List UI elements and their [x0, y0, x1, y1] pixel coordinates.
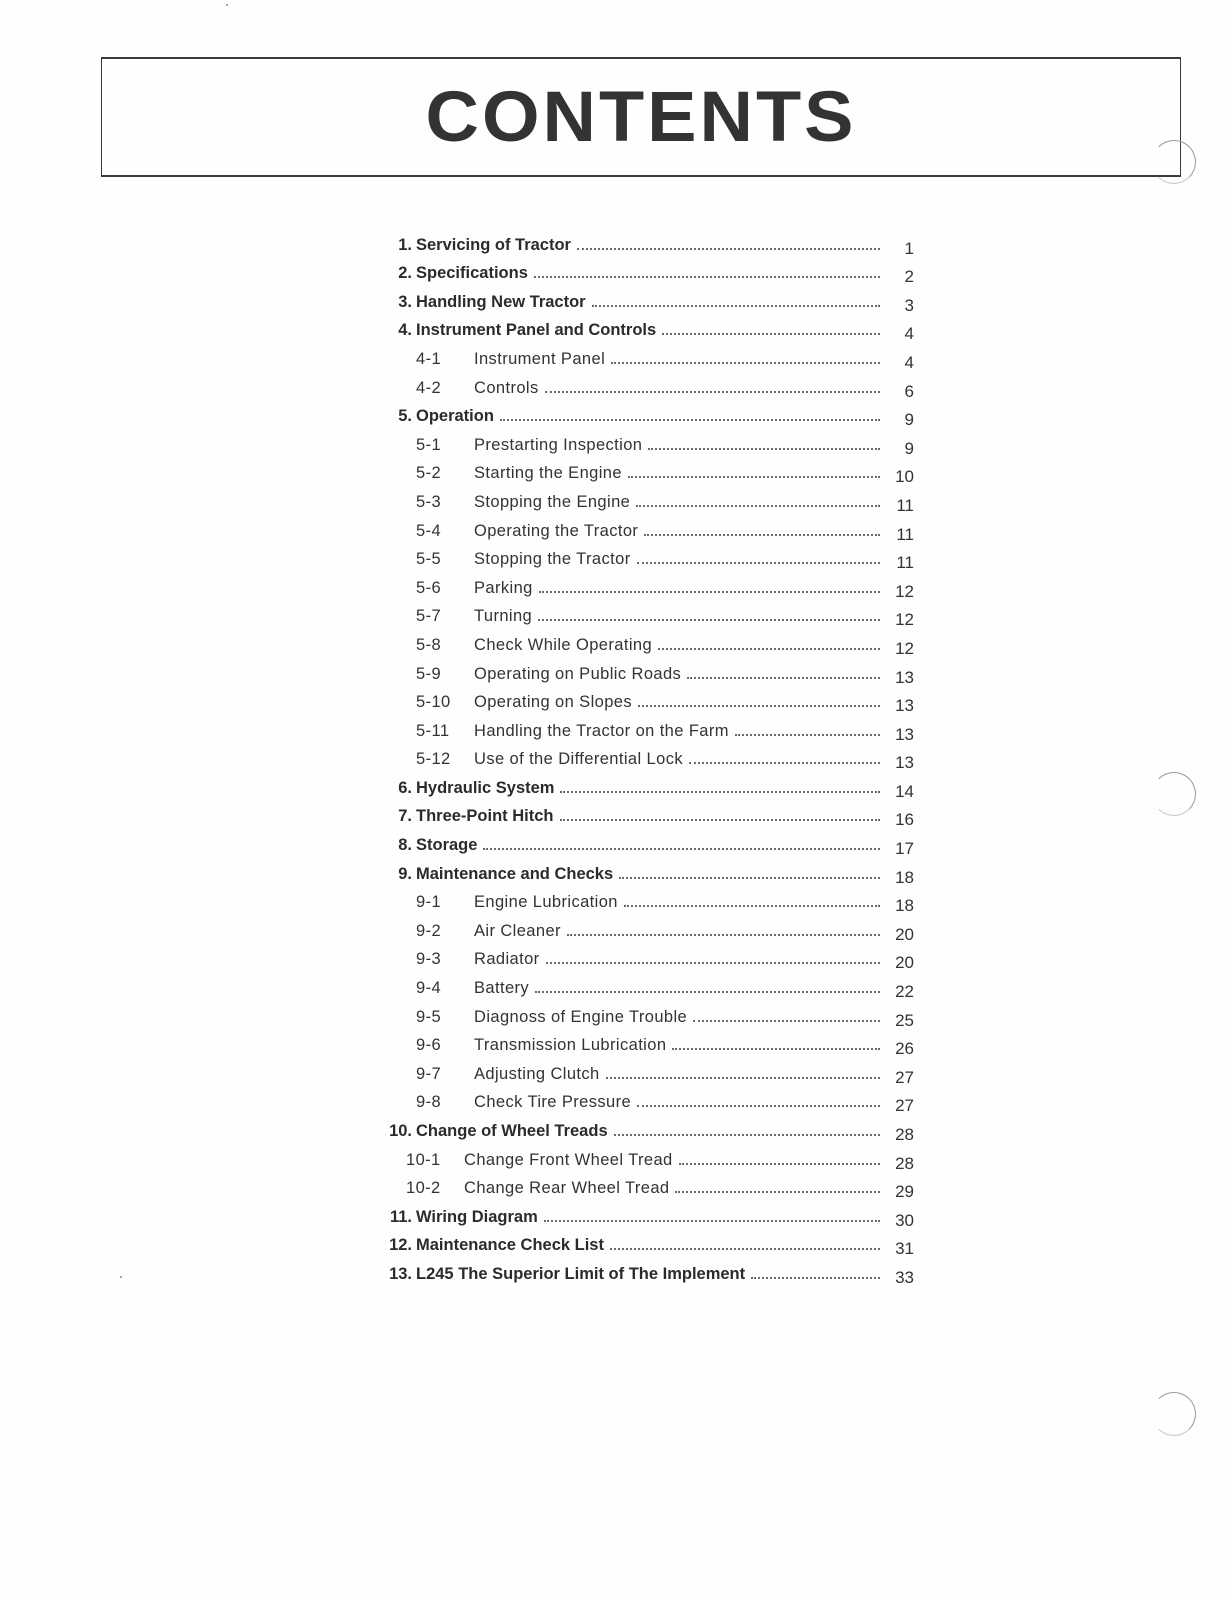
toc-entry-number: 8. — [398, 836, 412, 855]
toc-entry-title: Handling New Tractor — [416, 292, 586, 311]
toc-subsection-entry[interactable] — [380, 945, 920, 974]
toc-page-number: 16 — [895, 810, 914, 830]
toc-subsection-entry[interactable] — [380, 1174, 920, 1203]
toc-entry-number: 10-2 — [406, 1179, 441, 1198]
toc-entry-title: Three-Point Hitch — [416, 807, 554, 826]
toc-entry-title: Operating on Public Roads — [474, 664, 682, 683]
toc-entry-number: 5-9 — [416, 664, 442, 683]
toc-entry-number: 13. — [389, 1264, 412, 1283]
binder-hole-bottom — [1152, 1392, 1196, 1436]
dot-leader — [689, 761, 880, 764]
toc-entry-number: 11. — [389, 1207, 412, 1226]
toc-entry-title: Operating on Slopes — [474, 693, 633, 712]
toc-entry-title: Radiator — [474, 950, 540, 969]
toc-section-entry[interactable] — [380, 230, 920, 259]
toc-entry-number: 9-2 — [416, 921, 442, 940]
toc-subsection-entry[interactable] — [380, 373, 920, 402]
dot-leader — [679, 1162, 880, 1165]
toc-entry-number: 7. — [398, 807, 412, 826]
toc-page-number: 18 — [895, 867, 914, 887]
toc-section-entry[interactable] — [380, 1202, 920, 1231]
toc-entry-number: 1. — [398, 235, 412, 254]
binder-hole-middle — [1152, 772, 1196, 816]
toc-page-number: 25 — [895, 1010, 914, 1030]
toc-entry-number: 5-5 — [416, 550, 442, 569]
scan-speck — [120, 1276, 122, 1278]
toc-entry-title: Use of the Differential Lock — [474, 750, 683, 769]
dot-leader — [610, 1247, 880, 1250]
dot-leader — [500, 418, 880, 421]
toc-entry-title: Operation — [416, 407, 494, 426]
toc-entry-number: 9-5 — [416, 1007, 442, 1026]
dot-leader — [535, 990, 880, 993]
toc-entry-number: 4-2 — [416, 378, 442, 397]
toc-subsection-entry[interactable] — [380, 602, 920, 631]
toc-entry-title: Change Front Wheel Tread — [464, 1150, 673, 1169]
toc-page-number: 29 — [895, 1182, 914, 1202]
toc-page-number: 13 — [895, 667, 914, 687]
toc-entry-number: 10. — [389, 1122, 412, 1140]
table-of-contents — [380, 230, 920, 1288]
toc-entry-title: Instrument Panel — [474, 349, 606, 368]
toc-section-entry[interactable] — [380, 802, 920, 831]
toc-subsection-entry[interactable] — [380, 973, 920, 1002]
toc-entry-title: Maintenance Check List — [416, 1236, 604, 1255]
toc-entry-number: 5-8 — [416, 635, 442, 654]
toc-section-entry[interactable] — [380, 859, 920, 888]
toc-page-number: 12 — [895, 581, 914, 601]
toc-subsection-entry[interactable] — [380, 430, 920, 459]
dot-leader — [637, 561, 880, 564]
toc-page-number: 13 — [895, 724, 914, 744]
toc-section-entry[interactable] — [380, 402, 920, 431]
toc-page-number: 27 — [895, 1067, 914, 1087]
toc-page-number: 9 — [904, 438, 914, 458]
dot-leader — [672, 1047, 880, 1050]
toc-page-number: 22 — [895, 982, 914, 1002]
toc-entry-number: 9-8 — [416, 1093, 442, 1112]
dot-leader — [675, 1190, 880, 1193]
toc-section-entry[interactable] — [380, 773, 920, 802]
toc-entry-number: 5-3 — [416, 492, 442, 511]
toc-entry-number: 9-7 — [416, 1064, 442, 1083]
toc-page-number: 9 — [904, 410, 914, 430]
toc-entry-title: Change of Wheel Treads — [416, 1122, 608, 1140]
toc-page-number: 4 — [904, 352, 914, 372]
toc-subsection-entry[interactable] — [380, 1031, 920, 1060]
toc-subsection-entry[interactable] — [380, 545, 920, 574]
dot-leader — [637, 1104, 880, 1107]
toc-entry-title: Parking — [474, 578, 533, 597]
toc-subsection-entry[interactable] — [380, 344, 920, 373]
toc-subsection-entry[interactable] — [380, 573, 920, 602]
toc-entry-title: Adjusting Clutch — [474, 1064, 600, 1083]
toc-entry-title: Hydraulic System — [416, 778, 555, 797]
toc-entry-number: 4-1 — [416, 349, 442, 368]
dot-leader — [636, 504, 880, 507]
toc-entry-number: 5-6 — [416, 578, 442, 597]
toc-page-number: 11 — [896, 495, 914, 515]
dot-leader — [687, 676, 880, 679]
toc-entry-number: 5-1 — [416, 435, 442, 454]
toc-page-number: 30 — [895, 1210, 914, 1230]
toc-entry-title: Instrument Panel and Controls — [416, 321, 657, 340]
dot-leader — [544, 1219, 880, 1222]
toc-entry-number: 5-4 — [416, 521, 442, 540]
toc-subsection-entry[interactable] — [380, 1002, 920, 1031]
dot-leader — [560, 790, 880, 793]
toc-entry-title: Controls — [474, 378, 539, 397]
toc-entry-title: Storage — [416, 836, 478, 855]
toc-subsection-entry[interactable] — [380, 888, 920, 917]
toc-entry-title: Battery — [474, 979, 530, 998]
toc-subsection-entry[interactable] — [380, 459, 920, 488]
toc-page-number: 11 — [896, 524, 914, 544]
toc-page-number: 28 — [895, 1125, 914, 1144]
dot-leader — [567, 933, 880, 936]
dot-leader — [538, 618, 880, 621]
toc-entry-title: Stopping the Tractor — [474, 550, 631, 569]
toc-page-number: 14 — [895, 781, 914, 801]
dot-leader — [638, 704, 880, 707]
dot-leader — [534, 275, 880, 278]
dot-leader — [611, 361, 880, 364]
toc-page-number: 13 — [895, 696, 914, 716]
toc-page-number: 33 — [895, 1267, 914, 1287]
toc-entry-title: Check Tire Pressure — [474, 1093, 632, 1112]
toc-subsection-entry[interactable] — [380, 487, 920, 516]
dot-leader — [662, 332, 880, 335]
dot-leader — [539, 590, 880, 593]
toc-entry-title: Handling the Tractor on the Farm — [474, 721, 729, 740]
dot-leader — [644, 533, 880, 536]
toc-entry-number: 5-2 — [416, 464, 442, 483]
dot-leader — [624, 904, 880, 907]
toc-entry-number: 9. — [398, 864, 412, 883]
toc-page-number: 13 — [895, 753, 914, 773]
dot-leader — [560, 818, 880, 821]
toc-entry-number: 5-12 — [416, 750, 451, 769]
toc-section-entry[interactable] — [380, 830, 920, 859]
toc-entry-title: Prestarting Inspection — [474, 435, 643, 454]
dot-leader — [619, 876, 880, 879]
toc-page-number: 18 — [895, 896, 914, 916]
toc-section-entry[interactable] — [380, 1231, 920, 1260]
toc-page-number: 17 — [895, 839, 914, 859]
toc-entry-number: 9-1 — [416, 893, 442, 912]
dot-leader — [628, 475, 880, 478]
toc-subsection-entry[interactable] — [380, 516, 920, 545]
scan-speck — [226, 4, 228, 6]
toc-entry-number: 5-10 — [416, 693, 451, 712]
toc-page-number: 26 — [895, 1039, 914, 1059]
toc-entry-number: 5-11 — [416, 721, 450, 740]
toc-section-entry[interactable] — [380, 287, 920, 316]
toc-entry-title: Check While Operating — [474, 635, 653, 654]
toc-page-number: 4 — [904, 324, 914, 344]
toc-entry-title: Maintenance and Checks — [416, 864, 614, 883]
title-box — [101, 57, 1181, 177]
dot-leader — [658, 647, 880, 650]
toc-page-number: 12 — [895, 610, 914, 630]
dot-leader — [648, 447, 880, 450]
dot-leader — [735, 733, 880, 736]
toc-section-entry[interactable] — [380, 259, 920, 288]
toc-subsection-entry[interactable] — [380, 716, 920, 745]
toc-page-number: 6 — [904, 381, 914, 401]
toc-page-number: 20 — [895, 924, 914, 944]
dot-leader — [693, 1019, 880, 1022]
toc-entry-number: 10-1 — [406, 1150, 441, 1169]
dot-leader — [606, 1076, 880, 1079]
dot-leader — [614, 1133, 880, 1136]
dot-leader — [546, 961, 880, 964]
toc-entry-number: 2. — [398, 264, 412, 283]
toc-entry-number: 9-3 — [416, 950, 442, 969]
toc-entry-number: 5-7 — [416, 607, 442, 626]
toc-subsection-entry[interactable] — [380, 688, 920, 717]
toc-entry-number: 9-4 — [416, 979, 442, 998]
toc-page-number: 28 — [895, 1153, 914, 1173]
toc-page-number: 3 — [904, 295, 914, 315]
toc-entry-title: L245 The Superior Limit of The Implement — [416, 1264, 746, 1283]
toc-entry-number: 12. — [389, 1236, 412, 1255]
toc-page-number: 12 — [895, 638, 914, 658]
toc-subsection-entry[interactable] — [380, 1059, 920, 1088]
toc-subsection-entry[interactable] — [380, 630, 920, 659]
dot-leader — [545, 390, 880, 393]
toc-subsection-entry[interactable] — [380, 659, 920, 688]
toc-entry-title: Operating the Tractor — [474, 521, 639, 540]
toc-page-number: 27 — [895, 1096, 914, 1116]
toc-section-entry[interactable] — [380, 1116, 920, 1145]
dot-leader — [751, 1276, 880, 1279]
page-title: CONTENTS — [425, 76, 857, 157]
toc-entry-title: Wiring Diagram — [416, 1207, 538, 1226]
toc-entry-title: Stopping the Engine — [474, 492, 631, 511]
toc-subsection-entry[interactable] — [380, 745, 920, 774]
toc-entry-number: 4. — [398, 321, 412, 340]
toc-entry-title: Starting the Engine — [474, 464, 622, 483]
toc-entry-title: Transmission Lubrication — [474, 1036, 667, 1055]
toc-entry-title: Specifications — [416, 264, 528, 283]
toc-entry-title: Turning — [474, 607, 533, 626]
toc-section-entry[interactable] — [380, 1259, 920, 1288]
toc-entry-title: Air Cleaner — [474, 921, 561, 940]
toc-subsection-entry[interactable] — [380, 1088, 920, 1117]
toc-entry-number: 5. — [398, 407, 412, 426]
toc-entry-title: Change Rear Wheel Tread — [464, 1179, 670, 1198]
toc-page-number: 2 — [904, 267, 914, 287]
toc-entry-number: 6. — [398, 778, 412, 797]
dot-leader — [592, 304, 880, 307]
toc-page-number: 20 — [895, 953, 914, 973]
toc-entry-number: 9-6 — [416, 1036, 442, 1055]
toc-entry-title: Diagnoss of Engine Trouble — [474, 1007, 688, 1026]
toc-subsection-entry[interactable] — [380, 1145, 920, 1174]
toc-entry-title: Servicing of Tractor — [416, 235, 571, 254]
toc-entry-title: Engine Lubrication — [474, 893, 618, 912]
binder-hole-top — [1152, 140, 1196, 184]
dot-leader — [483, 847, 880, 850]
toc-page-number: 31 — [895, 1239, 914, 1259]
toc-page-number: 1 — [904, 238, 914, 258]
toc-subsection-entry[interactable] — [380, 916, 920, 945]
toc-page-number: 11 — [896, 553, 914, 573]
dot-leader — [577, 247, 880, 250]
toc-section-entry[interactable] — [380, 316, 920, 345]
toc-page-number: 10 — [895, 467, 914, 487]
toc-entry-number: 3. — [398, 292, 412, 311]
